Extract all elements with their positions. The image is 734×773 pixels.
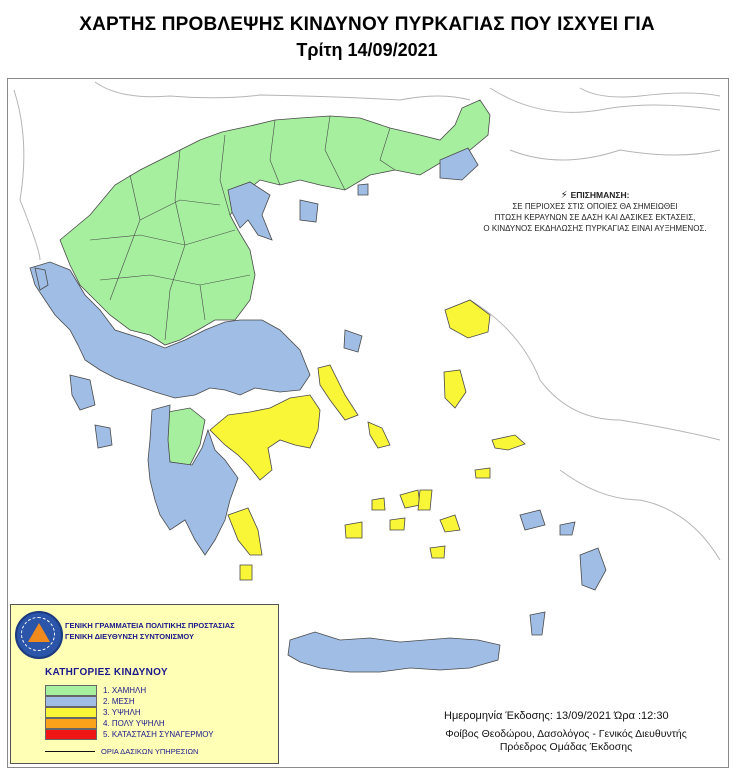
region-high-cyclades-1 [400,490,420,508]
region-med-crete [288,632,500,672]
category-label-high: 3. ΥΨΗΛΗ [103,708,141,717]
category-medium [45,696,135,707]
albania-coast [14,90,40,260]
issue-date: Ημερομηνία Έκδοσης: 13/09/2021 Ώρα :12:30 [444,710,669,722]
region-high-cyclades-4 [345,522,362,538]
swatch-high [45,707,97,718]
category-label-very-high: 4. ΠΟΛΥ ΥΨΗΛΗ [103,719,165,728]
map-title: ΧΑΡΤΗΣ ΠΡΟΒΛΕΨΗΣ ΚΙΝΔΥΝΟΥ ΠΥΡΚΑΓΙΑΣ ΠΟΥ ΙΣΧΥΕΙ ΓΙΑ [79,14,655,35]
region-med-lemnos [344,330,362,352]
turkey-coast-1 [510,150,720,160]
region-med-ionian-1 [70,375,95,410]
turkey-north [490,88,720,112]
turkey-north-2 [580,88,720,97]
region-med-rhodes [580,548,606,590]
region-med-ionian-2 [95,425,112,448]
author-line-1: Φοίβος Θεοδώρου, Δασολόγος - Γενικός Διευθυντής [445,728,687,740]
boundary-line [45,751,95,752]
region-med-samothrace [358,184,368,195]
boundary-label: ΟΡΙΑ ΔΑΣΙΚΩΝ ΥΠΗΡΕΣΙΩΝ [101,747,199,756]
category-low [45,685,146,696]
lightning-icon: ⚡ [560,190,568,201]
notice-line-1: ΣΕ ΠΕΡΙΟΧΕΣ ΣΤΙΣ ΟΠΟΙΕΣ ΘΑ ΣΗΜΕΙΩΘΕΙ [512,202,678,211]
author-block [408,728,724,754]
region-med-dodecanese-1 [520,510,545,530]
author-line-2: Πρόεδρος Ομάδας Έκδοσης [499,741,633,753]
category-label-low: 1. ΧΑΜΗΛΗ [103,686,147,695]
categories-title: ΚΑΤΗΓΟΡΙΕΣ ΚΙΝΔΥΝΟΥ [45,667,168,678]
forest-boundary-legend [45,747,198,756]
region-high-chios [444,370,466,408]
region-high-cyclades-2 [418,490,432,510]
region-high-cyclades-5 [440,515,460,532]
swatch-low [45,685,97,696]
turkey-coast-2 [470,300,720,440]
region-high-samos [492,435,525,450]
map-date: Τρίτη 14/09/2021 [296,40,438,60]
region-high-cyclades-7 [430,546,445,558]
category-very-high [45,718,165,729]
agency-name-1: ΓΕΝΙΚΗ ΓΡΑΜΜΑΤΕΙΑ ΠΟΛΙΤΙΚΗΣ ΠΡΟΣΤΑΣΙΑΣ [65,621,235,630]
civil-protection-logo [15,611,63,659]
region-high-cyclades-3 [390,518,405,530]
lightning-notice [470,190,720,234]
region-high-lesvos [445,300,490,338]
swatch-very-high [45,718,97,729]
region-high-andros [368,422,390,448]
region-high-kythira [240,565,252,580]
notice-heading: ΕΠΙΣΗΜΑΝΣΗ: [570,190,630,200]
category-label-medium: 2. ΜΕΣΗ [103,697,135,706]
notice-line-2: ΠΤΩΣΗ ΚΕΡΑΥΝΩΝ ΣΕ ΔΑΣΗ ΚΑΙ ΔΑΣΙΚΕΣ ΕΚΤΑΣΕΙΣ, [494,213,696,222]
region-high-ikaria [475,468,490,478]
legend-box [10,604,279,764]
region-high-cyclades-6 [372,498,385,510]
notice-line-3: Ο ΚΙΝΔΥΝΟΣ ΕΚΔΗΛΩΣΗΣ ΠΥΡΚΑΓΙΑΣ ΕΙΝΑΙ ΑΥΞΗΜΕΝΟΣ. [483,224,707,233]
north-border [95,82,470,100]
region-med-dodecanese-2 [530,612,545,635]
agency-name-2: ΓΕΝΙΚΗ ΔΙΕΥΘΥΝΣΗ ΣΥΝΤΟΝΙΣΜΟΥ [65,632,194,641]
region-med-kos [560,522,575,535]
region-low-north [60,100,490,345]
region-high-evia [318,365,358,420]
region-med-thasos [300,200,318,222]
category-alarm [45,729,214,740]
category-high [45,707,141,718]
region-high-laconia [228,508,262,555]
category-label-alarm: 5. ΚΑΤΑΣΤΑΣΗ ΣΥΝΑΓΕΡΜΟΥ [103,730,214,739]
swatch-alarm [45,729,97,740]
swatch-medium [45,696,97,707]
turkey-coast-3 [560,470,720,560]
